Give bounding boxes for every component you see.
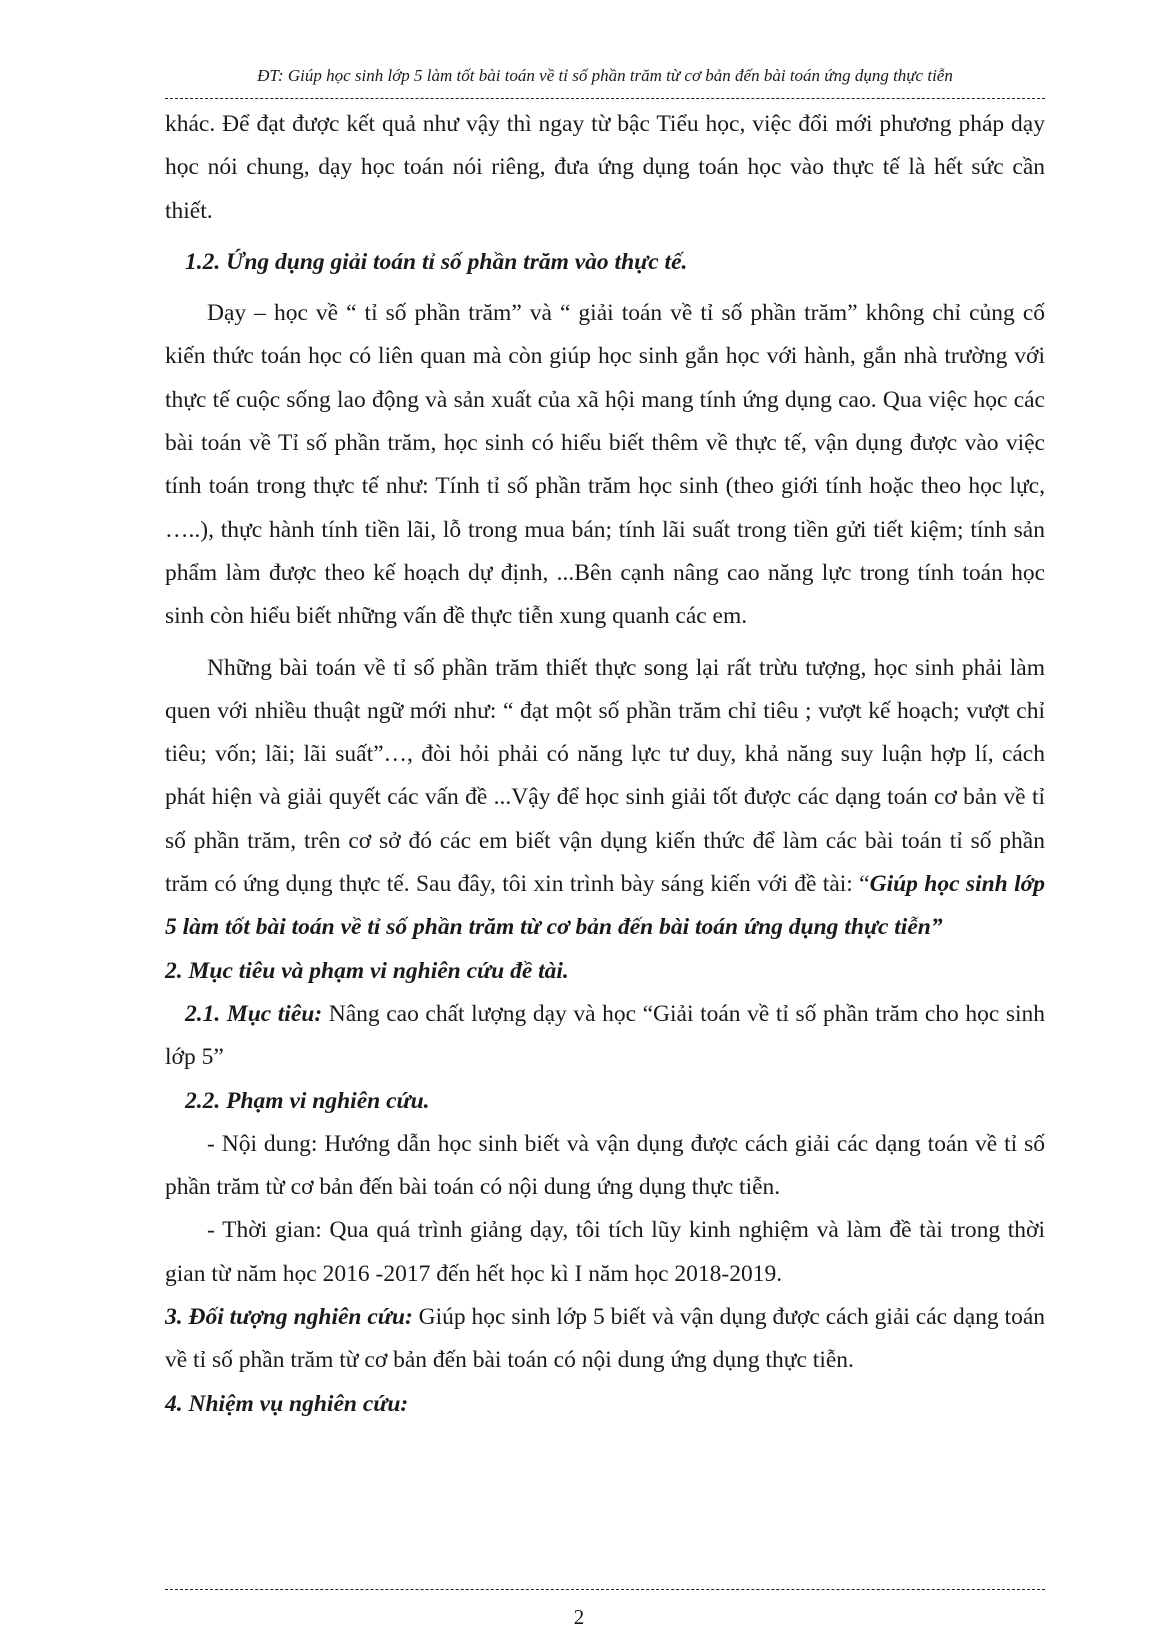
scope-time: - Thời gian: Qua quá trình giảng dạy, tôi tích lũy kinh nghiệm và làm đề tài trong thời gian từ năm học 2016 -2017 đến hết học kì I năm học 2018-2019. <box>165 1217 1045 1287</box>
page-number: 2 <box>573 1605 585 1629</box>
footer-divider <box>165 1589 1045 1590</box>
header-divider <box>165 98 1045 99</box>
paragraph-continuation: khác. Để đạt được kết quả như vậy thì ngay từ bậc Tiểu học, việc đổi mới phương pháp dạy học nói chung, dạy học toán nói riêng, đưa ứng dụng toán học vào thực tế là hết sức cần thiết. <box>165 111 1045 224</box>
section-2-1-text: Nâng cao chất lượng dạy và học “Giải toán về tỉ số phần trăm cho học sinh lớp 5” <box>165 1000 1045 1071</box>
heading-2-1: 2.1. Mục tiêu: <box>185 1000 323 1027</box>
scope-content: - Nội dung: Hướng dẫn học sinh biết và vận dụng được cách giải các dạng toán về tỉ số phần trăm từ cơ bản đến bài toán có nội dung ứng dụng thực tiễn. <box>165 1130 1045 1201</box>
heading-1-2: 1.2. Ứng dụng giải toán tỉ số phần trăm vào thực tế. <box>185 248 688 275</box>
paragraph-motivation-text: Những bài toán về tỉ số phần trăm thiết thực song lại rất trừu tượng, học sinh phải làm quen với nhiều thuật ngữ mới như: “ đạt một số phần trăm chỉ tiêu ; vượt kế hoạch; vượt chỉ tiêu; vốn; lãi; lãi suất”…, đòi hỏi phải có năng lực tư duy, khả năng suy luận hợp lí, cách phát hiện và giải quyết các vấn đề ...Vậy để học sinh giải tốt được các dạng toán cơ bản về tỉ số phần trăm, trên cơ sở đó các em biết vận dụng kiến thức để làm các bài toán tỉ số phần trăm có ứng dụng thực tế. Sau đây, tôi xin trình bày sáng kiến với đề tài: “ <box>165 654 1045 898</box>
heading-4: 4. Nhiệm vụ nghiên cứu: <box>165 1390 409 1417</box>
heading-3: 3. Đối tượng nghiên cứu: <box>165 1304 413 1331</box>
page-body <box>165 103 1045 1426</box>
paragraph-application: Dạy – học về “ tỉ số phần trăm” và “ giải toán về tỉ số phần trăm” không chỉ củng cố kiến thức toán học có liên quan mà còn giúp học sinh gắn học với hành, gắn nhà trường với thực tế cuộc sống lao động và sản xuất của xã hội mang tính ứng dụng cao. Qua việc học các bài toán về Tỉ số phần trăm, học sinh có hiểu biết thêm về thực tế, vận dụng được vào việc tính toán trong thực tế như: Tính tỉ số phần trăm học sinh (theo giới tính hoặc theo học lực, …..), thực hành tính tiền lãi, lỗ trong mua bán; tính lãi suất trong tiền gửi tiết kiệm; tính sản phẩm làm được theo kế hoạch dự định, ...Bên cạnh nâng cao năng lực trong tính toán học sinh còn hiểu biết những vấn đề thực tiễn xung quanh các em. <box>165 300 1045 630</box>
heading-2: 2. Mục tiêu và phạm vi nghiên cứu đề tài. <box>165 957 569 984</box>
section-3 <box>165 1296 1045 1383</box>
section-2-1 <box>165 993 1045 1080</box>
running-header: ĐT: Giúp học sinh lớp 5 làm tốt bài toán về tỉ số phần trăm từ cơ bản đến bài toán ứng dụng thực tiễn <box>257 66 953 85</box>
topic-title: Giúp học sinh lớp 5 làm tốt bài toán về tỉ số phần trăm từ cơ bản đến bài toán ứng dụng thực tiễn” <box>165 871 1045 941</box>
paragraph-motivation <box>165 647 1045 950</box>
section-3-text: Giúp học sinh lớp 5 biết và vận dụng được cách giải các dạng toán về tỉ số phần trăm từ cơ bản đến bài toán có nội dung ứng dụng thực tiễn. <box>165 1304 1045 1374</box>
heading-2-2: 2.2. Phạm vi nghiên cứu. <box>185 1087 430 1114</box>
